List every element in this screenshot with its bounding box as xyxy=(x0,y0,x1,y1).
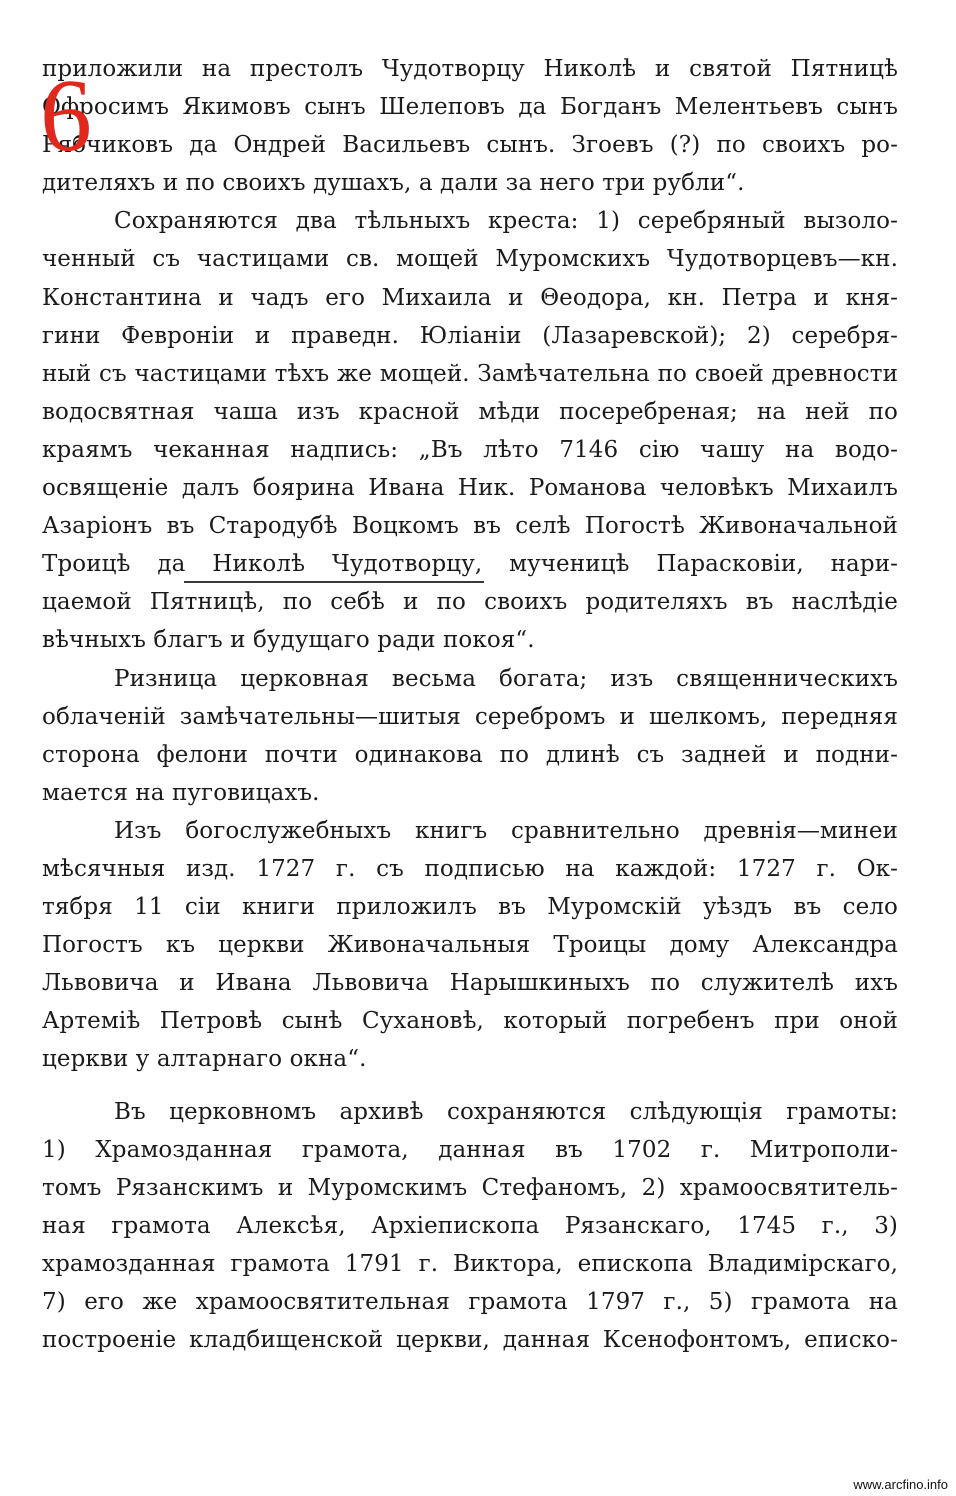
text-line: томъ Рязанскимъ и Муромскимъ Стефаномъ, 2) храмоосвятитель- xyxy=(42,1174,898,1201)
text-line: дителяхъ и по своихъ душахъ, а дали за него три рубли“. xyxy=(42,170,745,197)
paragraph xyxy=(42,1093,898,1360)
pencil-underline xyxy=(184,581,484,583)
document-body xyxy=(42,50,898,1359)
text-line: Азаріонъ въ Стародубѣ Воцкомъ въ селѣ Погостѣ Живоначальной xyxy=(42,513,898,540)
text-line: сторона фелони почти одинакова по длинѣ съ задней и подни- xyxy=(42,741,898,768)
text-line: краямъ чеканная надпись: „Въ лѣто 7146 сію чашу на водо- xyxy=(42,436,898,463)
text-line: Погостъ къ церкви Живоначальныя Троицы дому Александра xyxy=(42,932,898,959)
paragraph xyxy=(42,50,898,202)
text-line: освященіе далъ боярина Ивана Ник. Романова человѣкъ Михаилъ xyxy=(42,475,898,502)
text-line: Рябчиковъ да Ондрей Васильевъ сынъ. Згоевъ (?) по своихъ ро- xyxy=(42,132,898,159)
text-line: ченный съ частицами св. мощей Муромскихъ Чудотворцевъ—кн. xyxy=(42,246,898,273)
text-line: Сохраняются два тѣльныхъ креста: 1) серебряный вызоло- xyxy=(114,208,898,235)
text-line: Львовича и Ивана Львовича Нарышкиныхъ по служителѣ ихъ xyxy=(42,970,898,997)
text-line: водосвятная чаша изъ красной мѣди посеребреная; на ней по xyxy=(42,398,898,425)
text-line: вѣчныхъ благъ и будущаго ради покоя“. xyxy=(42,627,535,654)
text-line: Артеміѣ Петровѣ сынѣ Сухановѣ, который погребенъ при оной xyxy=(42,1008,898,1035)
text-line: Ризница церковная весьма богата; изъ священническихъ xyxy=(114,665,898,692)
text-line: облаченій замѣчательны—шитыя серебромъ и шелкомъ, передняя xyxy=(42,703,898,730)
text-line: Константина и чадъ его Михаила и Θеодора, кн. Петра и кня- xyxy=(42,284,898,311)
text-line: построеніе кладбищенской церкви, данная Ксенофонтомъ, еписко- xyxy=(42,1327,898,1354)
text-line: 7) его же храмоосвятительная грамота 1797 г., 5) грамота на xyxy=(42,1289,898,1315)
page-number: 6 xyxy=(40,58,92,173)
text-line: 1) Храмозданная грамота, данная въ 1702 г. Митрополи- xyxy=(42,1136,898,1163)
text-line: храмозданная грамота 1791 г. Виктора, епископа Владимірскаго, xyxy=(42,1250,898,1277)
text-line: Въ церковномъ архивѣ сохраняются слѣдующія грамоты: xyxy=(114,1098,898,1125)
text-line: мѣсячныя изд. 1727 г. съ подписью на каждой: 1727 г. Ок- xyxy=(42,855,898,882)
paragraph xyxy=(42,812,898,1079)
text-line: тября 11 сіи книги приложилъ въ Муромскій уѣздъ въ село xyxy=(42,894,898,921)
text-line: цаемой Пятницѣ, по себѣ и по своихъ родителяхъ въ наслѣдіе xyxy=(42,589,898,616)
text-line: ная грамота Алексѣя, Архіепископа Рязанскаго, 1745 г., 3) xyxy=(42,1212,898,1239)
paragraph xyxy=(42,202,898,659)
paragraph xyxy=(42,660,898,812)
text-line: Изъ богослужебныхъ книгъ сравнительно древнія—минеи xyxy=(114,817,898,844)
text-line: ный съ частицами тѣхъ же мощей. Замѣчательна по своей древности xyxy=(42,360,898,387)
text-line: церкви у алтарнаго окна“. xyxy=(42,1046,367,1073)
text-line: мается на пуговицахъ. xyxy=(42,779,320,806)
text-line: Офросимъ Якимовъ сынъ Шелеповъ да Богданъ Мелентьевъ сынъ xyxy=(42,94,898,121)
text-line: приложили на престолъ Чудотворцу Николѣ и святой Пятницѣ xyxy=(42,56,898,82)
text-line: гини Февроніи и праведн. Юліаніи (Лазаревской); 2) серебря- xyxy=(42,322,898,349)
watermark-url: www.arcfino.info xyxy=(853,1477,948,1492)
paragraph-gap xyxy=(42,1079,898,1093)
text-line: Троицѣ да Николѣ Чудотворцу, мученицѣ Парасковіи, нари- xyxy=(42,551,898,578)
